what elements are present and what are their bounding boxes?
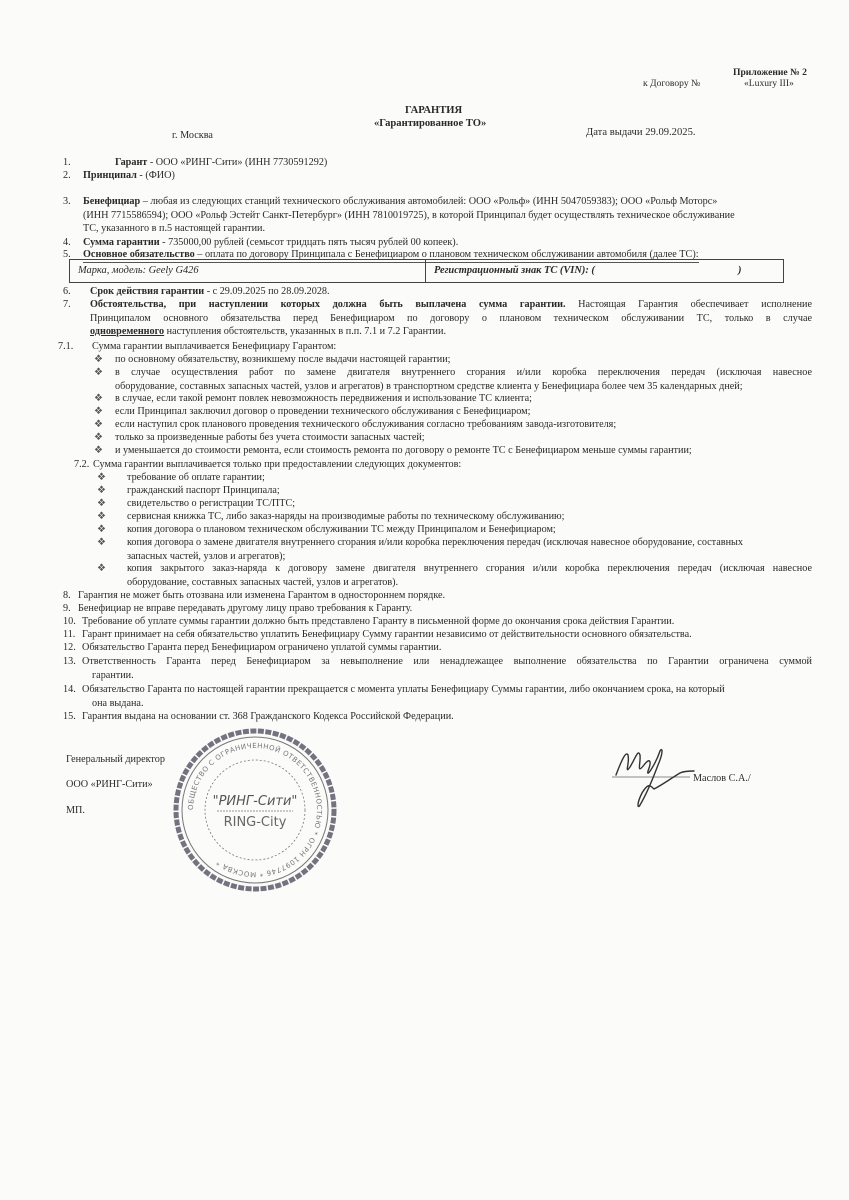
clause-13-line-1: Ответственность Гаранта перед Бенефициаром за невыполнение или ненадлежащее выполнение обязательства по Гарантии ограничена суммой [82, 656, 812, 667]
city-label: г. Москва [172, 130, 213, 141]
clause-7-1-number: 7.1. [58, 341, 74, 352]
clause-3-line-1: – любая из следующих станций технического обслуживания автомобилей: ООО «Рольф» (ИНН 5047059383); ООО «Рольф Моторс» [140, 196, 718, 207]
bullet-icon: ❖ [94, 445, 103, 456]
clause-6-number: 6. [63, 286, 71, 297]
contract-reference-label: к Договору № [643, 78, 701, 89]
clause-7-underlined-word: одновременного [90, 326, 165, 338]
clause-7-number: 7. [63, 299, 71, 310]
clause-7-1-bullet-4: если Принципал заключил договор о проведении технического обслуживания с Бенефициаром; [115, 406, 531, 417]
clause-15-text: Гарантия выдана на основании ст. 368 Гражданского Кодекса Российской Федерации. [82, 711, 454, 722]
seal-mark: МП. [66, 805, 85, 816]
clause-3-label: Бенефициар [83, 196, 141, 207]
clause-12-text: Обязательство Гаранта перед Бенефициаром ограничено уплатой суммы гарантии. [82, 642, 442, 653]
bullet-icon: ❖ [94, 354, 103, 365]
issue-date: Дата выдачи 29.09.2025. [586, 127, 696, 138]
clause-7-1-bullet-2-line-2: оборудование, составных запасных частей, узлов и агрегатов) в транспортном средстве клиента у Бенефициара более чем 35 календарных дней; [115, 380, 743, 392]
vehicle-table [69, 259, 784, 283]
clause-7-line-3: наступления обстоятельств, указанных в п.п. 7.1 и 7.2 Гарантии. [164, 326, 446, 338]
bullet-icon: ❖ [97, 511, 106, 522]
clause-7-1-bullet-2-line-1: в случае осуществления работ по замене двигателя внутреннего сгорания и/или коробка переключения передач (исключая навесное [115, 367, 812, 378]
bullet-icon: ❖ [97, 472, 106, 483]
bullet-icon: ❖ [97, 537, 106, 548]
clause-11-number: 11. [63, 629, 76, 640]
clause-9-text: Бенефициар не вправе передавать другому лицу право требования к Гаранту. [78, 603, 413, 614]
clause-6-label: Срок действия гарантии [90, 286, 205, 297]
bullet-icon: ❖ [94, 406, 103, 417]
clause-15-number: 15. [63, 711, 76, 722]
clause-2-label: Принципал [83, 170, 137, 181]
clause-7-1-bullet-2 [115, 366, 812, 393]
bullet-icon: ❖ [97, 498, 106, 509]
clause-2 [83, 169, 175, 183]
clause-12-number: 12. [63, 642, 76, 653]
clause-7-2-number: 7.2. [74, 459, 90, 470]
clause-14-line-1: Обязательство Гаранта по настоящей гарантии прекращается с момента уплаты Бенефициару Суммы гарантии, либо окончанием срока, на который [82, 684, 725, 695]
bullet-icon: ❖ [94, 393, 103, 404]
document-subtitle: «Гарантированное ТО» [374, 118, 487, 129]
clause-7-2-bullet-6-line-1: копия договора о замене двигателя внутреннего сгорания и/или коробка переключения передач (исключая навесное оборудование, составных [127, 537, 743, 548]
clause-7-label: Обстоятельства, при наступлении которых должна быть выплачена сумма гарантии. [90, 299, 566, 310]
appendix-label: Приложение № 2 [733, 67, 807, 78]
clause-2-number: 2. [63, 170, 71, 181]
clause-5-number: 5. [63, 249, 71, 260]
clause-10-number: 10. [63, 616, 76, 627]
clause-2-text: - (ФИО) [136, 170, 175, 181]
clause-7-2-bullet-6 [127, 536, 743, 563]
clause-7-1-bullet-3: в случае, если такой ремонт повлек невозможность передвижения и использование ТС клиента; [115, 393, 532, 404]
vehicle-vin-label: Регистрационный знак ТС (VIN): ( [434, 265, 595, 276]
clause-8-number: 8. [63, 590, 71, 601]
clause-3-line-3: ТС, указанного в п.5 настоящей гарантии. [83, 223, 266, 235]
clause-7-2-bullet-3: свидетельство о регистрации ТС/ПТС; [127, 498, 296, 509]
bullet-icon: ❖ [94, 432, 103, 443]
clause-7-1-text: Сумма гарантии выплачивается Бенефициару Гарантом: [92, 341, 337, 352]
company-name: ООО «РИНГ-Сити» [66, 779, 153, 790]
clause-11-text: Гарант принимает на себя обязательство уплатить Бенефициару Сумму гарантии независимо от действительности основного обязательства. [82, 629, 692, 640]
clause-7-1-bullet-5: если наступил срок планового проведения технического обслуживания согласно требованиям завода-изготовителя; [115, 419, 617, 430]
clause-4-text: - 735000,00 рублей (семьсот тридцать пять тысяч рублей 00 копеек). [159, 237, 459, 248]
clause-5-label: Основное обязательство [83, 249, 195, 260]
vehicle-vin-close: ) [738, 265, 742, 276]
clause-7-2-bullet-4: сервисная книжка ТС, либо заказ-наряды на производимые работы по техническому обслуживанию; [127, 511, 565, 522]
clause-7-2-bullet-7 [127, 562, 812, 589]
clause-7-line-2: Принципалом основного обязательства перед Бенефициаром по договору о плановом техническом обслуживании ТС, только в случае [90, 312, 812, 324]
clause-13-line-2: гарантии. [92, 669, 134, 681]
clause-7 [90, 298, 812, 339]
signer-name: Маслов С.А./ [693, 773, 751, 784]
clause-1-number: 1. [63, 157, 71, 168]
clause-8-text: Гарантия не может быть отозвана или изменена Гарантом в одностороннем порядке. [78, 590, 446, 601]
clause-7-2-bullet-7-line-2: оборудование, составных запасных частей, узлов и агрегатов). [127, 576, 399, 588]
clause-1-label: Гарант [115, 157, 148, 168]
clause-7-1-bullet-7: и уменьшается до стоимости ремонта, если стоимость ремонта по договору о ремонте ТС с Бенефициаром меньше суммы гарантии; [115, 445, 692, 456]
clause-7-2-bullet-5: копия договора о плановом техническом обслуживании ТС между Принципалом и Бенефициаром; [127, 524, 556, 535]
clause-1 [115, 156, 327, 170]
vehicle-model-cell: Марка, модель: Geely G426 [70, 260, 426, 282]
director-position: Генеральный директор [66, 754, 165, 765]
bullet-icon: ❖ [94, 367, 103, 378]
document-title: ГАРАНТИЯ [405, 105, 463, 116]
clause-7-2-bullet-6-line-2: запасных частей, узлов и агрегатов); [127, 550, 286, 562]
clause-3-line-2: (ИНН 7715586594); ООО «Рольф Эстейт Санкт-Петербург» (ИНН 7810019725), в которой Принципал будет осуществлять техническое обслуживание [83, 209, 735, 221]
vehicle-vin-cell [426, 260, 783, 282]
clause-14-line-2: она выдана. [92, 697, 144, 709]
clause-6-text: - с 29.09.2025 по 28.09.2028. [204, 286, 330, 297]
clause-7-line-1: Настоящая Гарантия обеспечивает исполнение [565, 299, 812, 310]
clause-7-2-bullet-2: гражданский паспорт Принципала; [127, 485, 280, 496]
clause-14-number: 14. [63, 684, 76, 695]
clause-7-1-bullet-1: по основному обязательству, возникшему после выдачи настоящей гарантии; [115, 354, 451, 365]
contract-name: «Luxury III» [744, 78, 794, 89]
clause-4-number: 4. [63, 237, 71, 248]
signature-icon [610, 745, 700, 815]
clause-4-label: Сумма гарантии [83, 237, 160, 248]
stamp-main-ru: "РИНГ-Сити" [212, 794, 298, 809]
clause-13 [82, 655, 812, 682]
company-stamp-icon [172, 727, 338, 893]
clause-7-2-bullet-1: требование об оплате гарантии; [127, 472, 265, 483]
clause-14 [82, 683, 812, 710]
clause-3-number: 3. [63, 196, 71, 207]
clause-5-text: – оплата по договору Принципала с Бенефициаром о плановом техническом обслуживании автомобиля (далее ТС): [194, 249, 699, 260]
clause-3 [83, 195, 813, 236]
bullet-icon: ❖ [94, 419, 103, 430]
clause-7-2-bullet-7-line-1: копия закрытого заказ-наряда к договору замене двигателя внутреннего сгорания и/или коробка переключения передач (исключая навесное [127, 563, 812, 574]
clause-7-1-bullet-6: только за произведенные работы без учета стоимости запасных частей; [115, 432, 425, 443]
clause-1-text: - ООО «РИНГ-Сити» (ИНН 7730591292) [147, 157, 328, 168]
clause-6 [90, 285, 330, 299]
bullet-icon: ❖ [97, 485, 106, 496]
clause-10-text: Требование об уплате суммы гарантии должно быть представлено Гаранту в письменной форме до окончания срока действия Гарантии. [82, 616, 675, 627]
clause-13-number: 13. [63, 656, 76, 667]
stamp-main-en: RING-City [223, 815, 287, 830]
svg-text:ОБЩЕСТВО С ОГРАНИЧЕННОЙ ОТВЕТС: ОБЩЕСТВО С ОГРАНИЧЕННОЙ ОТВЕТСТВЕННОСТЬЮ * ОГРН 1097746 * МОСКВА * [186, 741, 324, 879]
bullet-icon: ❖ [97, 524, 106, 535]
clause-7-2-text: Сумма гарантии выплачивается только при предоставлении следующих документов: [93, 459, 462, 470]
clause-9-number: 9. [63, 603, 71, 614]
bullet-icon: ❖ [97, 563, 106, 574]
